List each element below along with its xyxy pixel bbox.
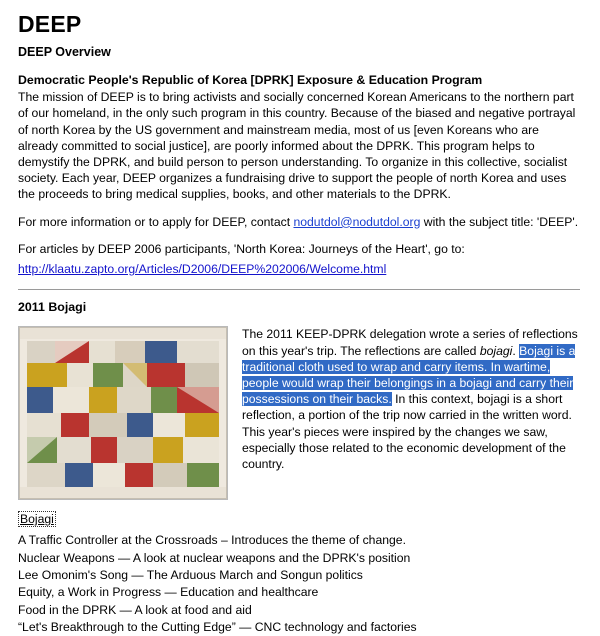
essay-list bbox=[18, 532, 580, 636]
selected-text-highlight[interactable]: Bojagi is a traditional cloth used to wrap and carry items. In wartime, people would wrap their belongings in a bojagi and carry their possessions on their backs. bbox=[242, 343, 576, 407]
contact-paragraph bbox=[18, 214, 580, 230]
bojagi-para-part1: The 2011 KEEP-DPRK delegation wrote a series of reflections on this year's trip. The reflections are called bbox=[242, 327, 578, 358]
list-item: “Let's Breakthrough to the Cutting Edge” — CNC technology and factories bbox=[18, 619, 417, 634]
bojagi-columns bbox=[18, 326, 580, 500]
section-divider bbox=[18, 289, 580, 290]
contact-email-link[interactable]: nodutdol@nodutdol.org bbox=[293, 214, 421, 229]
list-item: Lee Omonim's Song — The Arduous March and Songun politics bbox=[18, 567, 363, 582]
image-caption bbox=[18, 512, 580, 526]
bojagi-para-part2: In this context, bojagi is a short reflection, a portion of the trip now carried in the written word. This year's pieces were inspired by the changes we saw, especially those related to the economic development of the country. bbox=[242, 392, 572, 472]
page-title: DEEP bbox=[18, 11, 82, 37]
bojagi-heading: 2011 Bojagi bbox=[18, 300, 87, 315]
image-caption-label[interactable]: Bojagi bbox=[20, 512, 54, 527]
contact-suffix: with the subject title: 'DEEP'. bbox=[420, 214, 579, 229]
articles-link-paragraph bbox=[18, 261, 580, 277]
bojagi-text-column bbox=[242, 326, 580, 472]
overview-heading: Democratic People's Republic of Korea [DPRK] Exposure & Education Program bbox=[18, 73, 483, 88]
bojagi-term-italic: bojagi bbox=[479, 343, 513, 358]
page-subtitle: DEEP Overview bbox=[18, 45, 111, 60]
list-item: Food in the DPRK — A look at food and aid bbox=[18, 602, 252, 617]
quilt-image-wrapper bbox=[18, 326, 228, 500]
list-item: Equity, a Work in Progress — Education and healthcare bbox=[18, 585, 319, 600]
list-item: A Traffic Controller at the Crossroads – Introduces the theme of change. bbox=[18, 533, 406, 548]
articles-url-link[interactable]: http://klaatu.zapto.org/Articles/D2006/DEEP%202006/Welcome.html bbox=[18, 262, 387, 277]
bojagi-para-after-italic: . bbox=[512, 343, 520, 358]
overview-body: The mission of DEEP is to bring activists and socially concerned Korean Americans to the northern part of our homeland, in the only such program in this country. Because of the biased and negative portrayal of north Korea by the US government and mainstream media, most of us [even Koreans who are already committed to social justice], are poorly informed about the DPRK. This program helps to demystify the DPRK, and build person to person understanding. To organize in this collective, socialist society. Each year, DEEP organizes a fundraising drive to support the people of north Korea and uses the proceeds to bring medical supplies, books, and other materials to the DPRK. bbox=[18, 90, 576, 202]
contact-prefix: For more information or to apply for DEEP, contact bbox=[18, 214, 294, 229]
list-item: Nuclear Weapons — A look at nuclear weapons and the DPRK's position bbox=[18, 550, 411, 565]
articles-intro: For articles by DEEP 2006 participants, 'North Korea: Journeys of the Heart', go to: bbox=[18, 241, 465, 256]
bojagi-quilt-image bbox=[18, 326, 228, 500]
